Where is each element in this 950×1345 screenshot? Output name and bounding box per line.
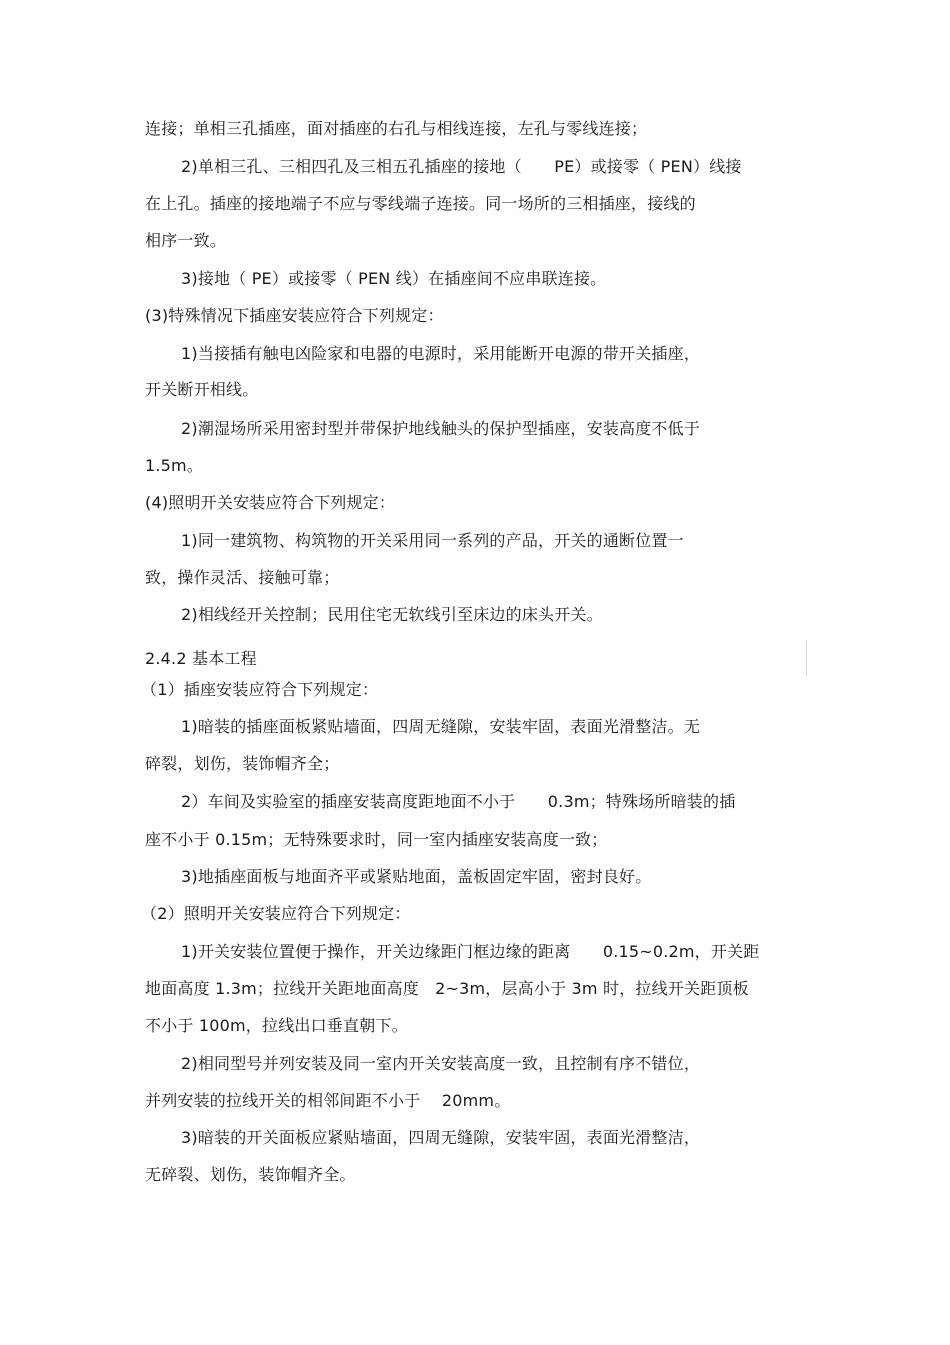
text-line: 3)暗装的开关面板应紧贴墙面，四周无缝隙，安装牢固，表面光滑整洁， — [181, 1128, 701, 1147]
text-line: 2)潮湿场所采用密封型并带保护地线触头的保护型插座，安装高度不低于 — [181, 419, 701, 438]
text-line: 1.5m。 — [145, 456, 204, 475]
text-line: 连接；单相三孔插座，面对插座的右孔与相线连接，左孔与零线连接； — [145, 119, 648, 138]
text-line: 2)相线经开关控制；民用住宅无软线引至床边的床头开关。 — [181, 605, 603, 624]
text-line: 座不小于 0.15m；无特殊要求时，同一室内插座安装高度一致； — [145, 830, 608, 849]
text-line: 3)接地（ PE）或接零（ PEN 线）在插座间不应串联连接。 — [181, 269, 607, 288]
text-line: 2)相同型号并列安装及同一室内开关安装高度一致，且控制有序不错位， — [181, 1054, 701, 1073]
text-line: 并列安装的拉线开关的相邻间距不小于 20mm。 — [145, 1091, 511, 1110]
section-heading: (3)特殊情况下插座安装应符合下列规定： — [145, 306, 444, 325]
text-line: 开关断开相线。 — [145, 380, 259, 399]
text-line: 致，操作灵活、接触可靠； — [145, 568, 340, 587]
section-heading: (4)照明开关安装应符合下列规定： — [145, 493, 396, 512]
text-line: 1)开关安装位置便于操作，开关边缘距门框边缘的距离 0.15~0.2m，开关距 — [181, 942, 760, 961]
text-line: 2)单相三孔、三相四孔及三相五孔插座的接地（ PE）或接零（ PEN）线接 — [181, 157, 742, 176]
text-line: 2）车间及实验室的插座安装高度距地面不小于 0.3m；特殊场所暗装的插 — [181, 792, 736, 811]
text-line: 3)地插座面板与地面齐平或紧贴地面，盖板固定牢固，密封良好。 — [181, 867, 652, 886]
section-heading: （2）照明开关安装应符合下列规定： — [141, 904, 411, 923]
text-line: 相序一致。 — [145, 231, 227, 250]
text-line: 地面高度 1.3m；拉线开关距地面高度 2~3m，层高小于 3m 时，拉线开关距顶板 — [145, 979, 749, 998]
text-line: 1)同一建筑物、构筑物的开关采用同一系列的产品，开关的通断位置一 — [181, 531, 684, 550]
text-line: 1)当接插有触电凶险家和电器的电源时，采用能断开电源的带开关插座， — [181, 344, 701, 363]
section-title: 2.4.2 基本工程 — [145, 649, 257, 668]
text-line: 不小于 100m，拉线出口垂直朝下。 — [145, 1016, 408, 1035]
section-heading: （1）插座安装应符合下列规定： — [141, 680, 379, 699]
margin-rule — [806, 640, 807, 676]
text-line: 碎裂，划伤，装饰帽齐全； — [145, 754, 340, 773]
text-line: 无碎裂、划伤，装饰帽齐全。 — [145, 1165, 356, 1184]
text-line: 1)暗装的插座面板紧贴墙面，四周无缝隙，安装牢固，表面光滑整洁。无 — [181, 717, 701, 736]
text-line: 在上孔。插座的接地端子不应与零线端子连接。同一场所的三相插座，接线的 — [145, 194, 696, 213]
